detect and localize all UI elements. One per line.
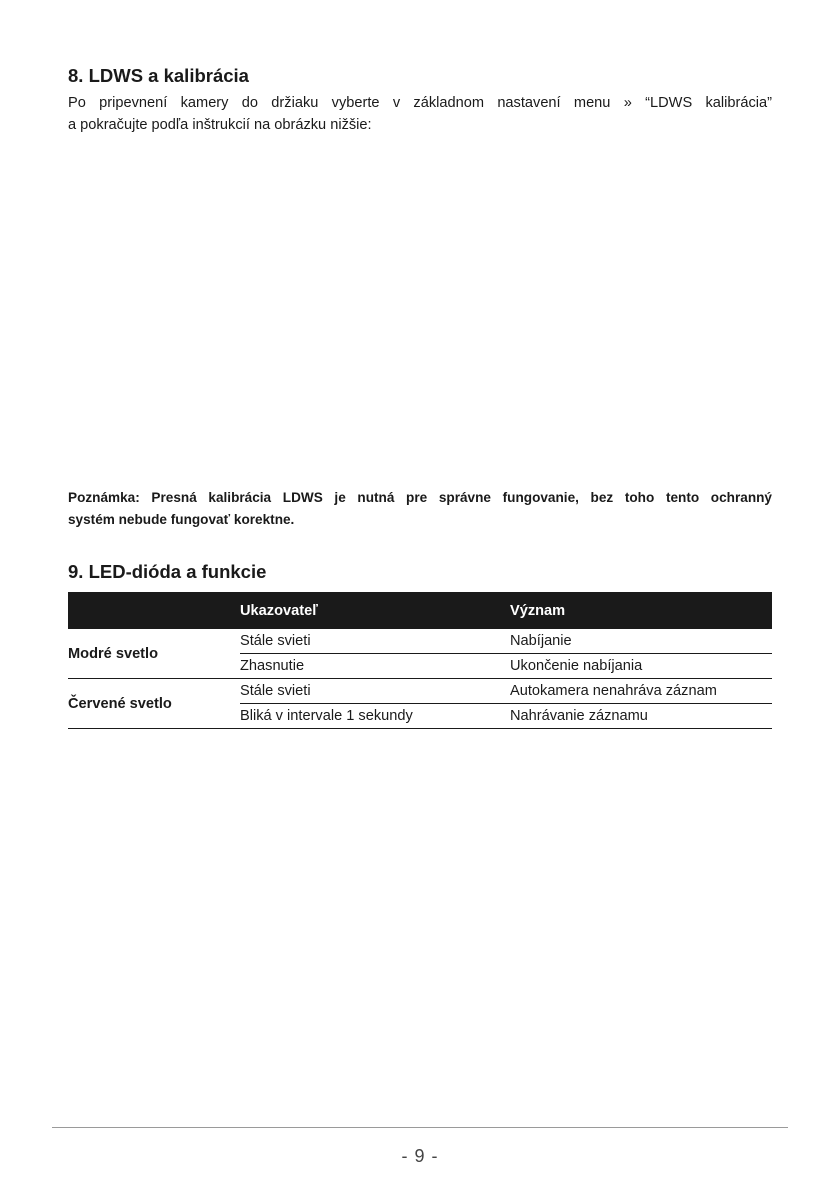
table-header-row (68, 592, 772, 629)
group-label-blue: Modré svetlo (68, 629, 240, 679)
intro-line-2: a pokračujte podľa inštrukcií na obrázku nižšie: (68, 117, 372, 133)
led-function-table (68, 592, 772, 729)
meaning-cell: Nabíjanie (510, 629, 772, 654)
note-paragraph (68, 487, 772, 531)
note-line-1 (68, 487, 772, 509)
footer-divider (52, 1127, 788, 1128)
indicator-cell: Stále svieti (240, 679, 510, 704)
page-number: - 9 - (401, 1146, 439, 1166)
note-text-1: Presná kalibrácia LDWS je nutná pre správne fungovanie, bez toho tento ochranný (139, 490, 772, 505)
header-meaning: Význam (510, 592, 772, 629)
section-8-heading: 8. LDWS a kalibrácia (68, 65, 249, 86)
meaning-cell: Autokamera nenahráva záznam (510, 679, 772, 704)
meaning-cell: Ukončenie nabíjania (510, 654, 772, 679)
section-9-heading: 9. LED-dióda a funkcie (68, 561, 267, 582)
indicator-cell: Bliká v intervale 1 sekundy (240, 704, 510, 729)
header-indicator: Ukazovateľ (240, 592, 510, 629)
note-label: Poznámka: (68, 490, 140, 505)
section-8-intro (68, 92, 772, 136)
indicator-cell: Zhasnutie (240, 654, 510, 679)
calibration-image-area (68, 146, 772, 476)
group-label-red: Červené svetlo (68, 679, 240, 729)
meaning-cell: Nahrávanie záznamu (510, 704, 772, 729)
indicator-cell: Stále svieti (240, 629, 510, 654)
intro-line-1: Po pripevnení kamery do držiaku vyberte v základnom nastavení menu » “LDWS kalibrácia” (68, 95, 772, 111)
note-text-2: systém nebude fungovať korektne. (68, 512, 295, 527)
header-empty-cell (68, 592, 240, 629)
table-row (68, 629, 772, 654)
table-row (68, 679, 772, 704)
